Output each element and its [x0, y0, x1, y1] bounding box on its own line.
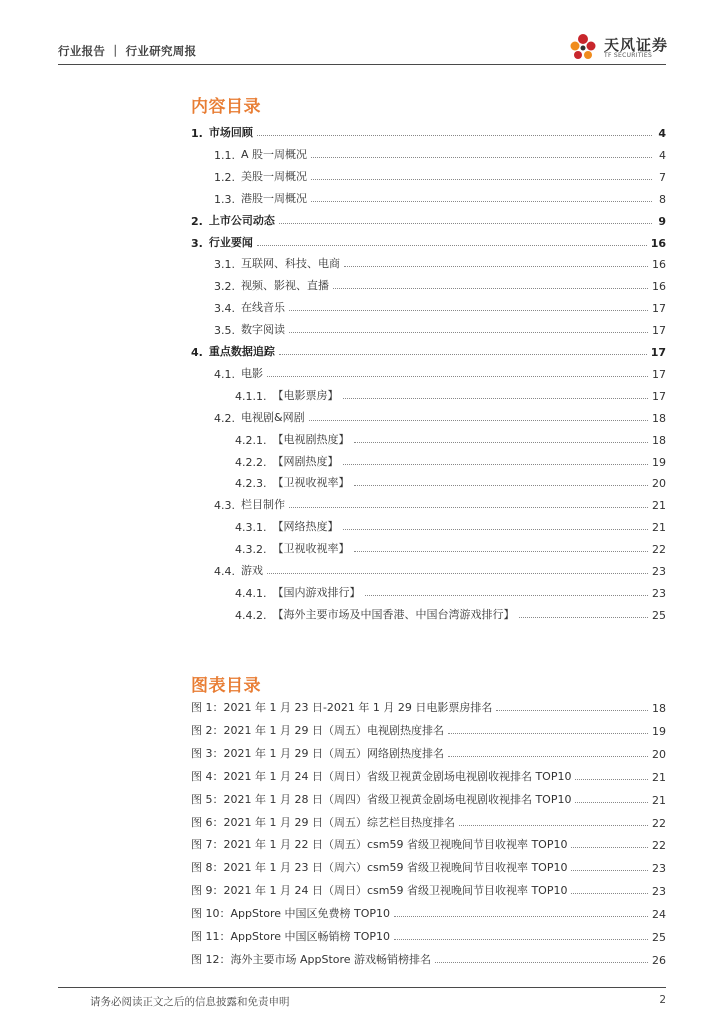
toc-leader-dots — [289, 507, 648, 508]
toc-entry-page: 17 — [652, 389, 666, 403]
figure-entry-page: 26 — [652, 953, 666, 967]
toc-entry-page: 20 — [652, 477, 666, 491]
figure-leader-dots — [571, 870, 648, 871]
toc-entry-number: 2. — [191, 214, 203, 228]
figure-entry-page: 24 — [652, 908, 666, 922]
figure-entry[interactable] — [191, 720, 666, 738]
footer-divider — [58, 987, 666, 988]
toc-entry-label: 【网络热度】 — [272, 520, 339, 534]
logo-english-name: TF SECURITIES — [604, 52, 653, 59]
toc-entry-number: 1.2. — [214, 170, 235, 184]
toc-title: 内容目录 — [191, 97, 261, 117]
toc-leader-dots — [289, 310, 648, 311]
toc-entry-page: 17 — [652, 302, 666, 316]
figure-entry-page: 21 — [652, 793, 666, 807]
figure-entry[interactable] — [191, 857, 666, 875]
figure-leader-dots — [575, 779, 648, 780]
figure-entry-page: 22 — [652, 839, 666, 853]
figure-leader-dots — [435, 962, 648, 963]
figure-leader-dots — [394, 916, 648, 917]
figure-entry[interactable] — [191, 812, 666, 830]
toc-entry-number: 4.4.1. — [235, 586, 267, 600]
toc-entry[interactable] — [235, 429, 666, 447]
toc-entry-page: 17 — [652, 367, 666, 381]
toc-entry[interactable] — [235, 472, 666, 490]
toc-entry-label: 在线音乐 — [241, 301, 285, 315]
figure-entry[interactable] — [191, 834, 666, 852]
figure-entry-page: 23 — [652, 862, 666, 876]
figure-entry-label: 图 5：2021 年 1 月 28 日（周四）省级卫视黄金剧场电视剧收视排名 TOP10 — [191, 792, 572, 806]
toc-entry-label: 重点数据追踪 — [208, 345, 275, 358]
toc-leader-dots — [311, 157, 652, 158]
toc-entry-label: 【电影票房】 — [272, 388, 339, 402]
toc-entry-label: 【海外主要市场及中国香港、中国台湾游戏排行】 — [272, 607, 515, 621]
toc-entry-label: 【卫视收视率】 — [272, 542, 350, 556]
toc-entry-number: 4.3.1. — [235, 521, 267, 535]
toc-entry-page: 7 — [659, 170, 666, 184]
toc-leader-dots — [519, 617, 649, 618]
figure-entry[interactable] — [191, 743, 666, 761]
toc-entry-number: 4.3. — [214, 499, 235, 513]
toc-entry[interactable] — [235, 385, 666, 403]
figure-entry-page: 22 — [652, 816, 666, 830]
logo-flower-icon — [566, 30, 600, 64]
toc-entry-page: 22 — [652, 543, 666, 557]
toc-entry-number: 4.2.3. — [235, 477, 267, 491]
toc-leader-dots — [344, 266, 648, 267]
toc-entry[interactable] — [214, 363, 666, 381]
toc-entry-number: 4.1. — [214, 367, 235, 381]
figure-entry-label: 图 9：2021 年 1 月 24 日（周日）csm59 省级卫视晚间节目收视率 TOP10 — [191, 884, 568, 898]
toc-entry-number: 4. — [191, 346, 203, 359]
toc-entry-number: 3.4. — [214, 302, 235, 316]
figure-entry[interactable] — [191, 926, 666, 944]
toc-entry-page: 21 — [652, 499, 666, 513]
figure-entry[interactable] — [191, 766, 666, 784]
toc-entry[interactable] — [191, 122, 666, 140]
figure-entry[interactable] — [191, 697, 666, 715]
toc-leader-dots — [257, 135, 652, 136]
toc-entry-number: 3.2. — [214, 280, 235, 294]
toc-entry[interactable] — [214, 253, 666, 271]
toc-entry-page: 25 — [652, 608, 666, 622]
toc-entry-number: 4.2.1. — [235, 433, 267, 447]
toc-entry-number: 4.4.2. — [235, 608, 267, 622]
toc-entry[interactable] — [214, 407, 666, 425]
figure-entry-label: 图 10：AppStore 中国区免费榜 TOP10 — [191, 907, 391, 921]
toc-entry-page: 17 — [652, 324, 666, 338]
toc-entry-page: 8 — [659, 192, 666, 206]
figure-entry[interactable] — [191, 880, 666, 898]
toc-entry-page: 19 — [652, 455, 666, 469]
figure-entry[interactable] — [191, 903, 666, 921]
figure-leader-dots — [448, 733, 648, 734]
figure-entry-label: 图 1：2021 年 1 月 23 日-2021 年 1 月 29 日电影票房排名 — [191, 701, 493, 714]
toc-entry-label: 游戏 — [241, 564, 263, 577]
figure-entry-label: 图 8：2021 年 1 月 23 日（周六）csm59 省级卫视晚间节目收视率 TOP10 — [191, 861, 568, 875]
toc-entry[interactable] — [235, 604, 666, 622]
toc-entry-label: 电视剧&网剧 — [241, 410, 305, 424]
toc-entry-page: 16 — [652, 280, 666, 294]
toc-entry-label: 美股一周概况 — [241, 169, 307, 183]
toc-entry-page: 23 — [652, 565, 666, 578]
figure-leader-dots — [459, 825, 648, 826]
toc-entry[interactable] — [235, 516, 666, 534]
figure-leader-dots — [575, 802, 648, 803]
toc-entry[interactable] — [214, 560, 666, 578]
figure-entry-label: 图 12：海外主要市场 AppStore 游戏畅销榜排名 — [191, 952, 432, 966]
toc-entry-number: 4.4. — [214, 565, 235, 578]
report-breadcrumb: 行业报告 ｜ 行业研究周报 — [58, 44, 197, 58]
figure-leader-dots — [571, 893, 648, 894]
toc-leader-dots — [311, 201, 652, 202]
figure-entry-page: 19 — [652, 724, 666, 738]
toc-entry-label: 数字阅读 — [241, 323, 285, 337]
toc-entry-label: 视频、影视、直播 — [241, 279, 329, 293]
toc-entry-number: 4.1.1. — [235, 389, 267, 403]
toc-entry-number: 4.2.2. — [235, 455, 267, 469]
toc-entry-label: 市场回顾 — [208, 126, 253, 139]
footer-page-number: 2 — [659, 994, 666, 1006]
toc-entry-label: 栏目制作 — [241, 498, 285, 512]
toc-leader-dots — [311, 179, 652, 180]
toc-entry-label: 【卫视收视率】 — [272, 476, 350, 490]
toc-leader-dots — [309, 420, 648, 421]
header-divider — [58, 64, 666, 65]
figure-entry-page: 20 — [652, 747, 666, 761]
toc-entry[interactable] — [191, 232, 666, 250]
toc-entry-page: 4 — [658, 127, 666, 140]
toc-entry[interactable] — [235, 538, 666, 556]
toc-entry[interactable] — [235, 451, 666, 469]
toc-entry-number: 3.5. — [214, 324, 235, 338]
toc-entry[interactable] — [214, 494, 666, 512]
logo-chinese-name: 天风证券 — [604, 36, 669, 54]
toc-leader-dots — [354, 442, 649, 443]
toc-leader-dots — [333, 288, 648, 289]
toc-entry-label: 港股一周概况 — [241, 191, 307, 205]
figure-entry-label: 图 11：AppStore 中国区畅销榜 TOP10 — [191, 930, 391, 943]
figure-entry-page: 23 — [652, 885, 666, 899]
toc-leader-dots — [267, 376, 648, 377]
figure-leader-dots — [394, 939, 648, 940]
toc-leader-dots — [279, 223, 652, 224]
toc-leader-dots — [289, 332, 648, 333]
toc-entry-page: 23 — [652, 586, 666, 600]
figure-entry-page: 18 — [652, 702, 666, 715]
figure-leader-dots — [571, 847, 648, 848]
toc-entry-number: 3. — [191, 236, 203, 250]
toc-entry-page: 18 — [652, 433, 666, 447]
toc-entry[interactable] — [191, 210, 666, 228]
toc-entry-page: 17 — [650, 346, 666, 359]
figure-entry-label: 图 7：2021 年 1 月 22 日（周五）csm59 省级卫视晚间节目收视率 TOP10 — [191, 838, 568, 852]
figures-title: 图表目录 — [191, 676, 261, 696]
toc-entry-label: 互联网、科技、电商 — [241, 257, 340, 271]
toc-leader-dots — [354, 551, 649, 552]
figure-entry-label: 图 4：2021 年 1 月 24 日（周日）省级卫视黄金剧场电视剧收视排名 TOP10 — [191, 769, 572, 783]
toc-entry-label: 电影 — [241, 366, 263, 380]
figure-entry-page: 25 — [652, 931, 666, 944]
toc-entry-number: 4.3.2. — [235, 543, 267, 557]
toc-leader-dots — [343, 398, 649, 399]
toc-entry-label: 【国内游戏排行】 — [272, 585, 361, 599]
toc-entry-number: 1. — [191, 127, 203, 140]
toc-entry-page: 4 — [659, 148, 666, 162]
toc-entry[interactable] — [214, 166, 666, 184]
company-logo — [566, 30, 676, 64]
toc-entry-number: 1.3. — [214, 192, 235, 206]
toc-leader-dots — [365, 595, 649, 596]
toc-entry-page: 9 — [658, 214, 666, 228]
figure-entry-label: 图 2：2021 年 1 月 29 日（周五）电视剧热度排名 — [191, 723, 444, 737]
toc-leader-dots — [267, 573, 648, 574]
toc-entry-page: 16 — [652, 258, 666, 272]
toc-entry[interactable] — [191, 341, 666, 359]
figure-entry-page: 21 — [652, 770, 666, 784]
toc-entry-page: 16 — [650, 236, 666, 250]
figure-entry-label: 图 6：2021 年 1 月 29 日（周五）综艺栏目热度排名 — [191, 815, 455, 829]
footer-disclaimer: 请务必阅读正文之后的信息披露和免责申明 — [90, 996, 290, 1008]
toc-entry-number: 3.1. — [214, 258, 235, 272]
toc-leader-dots — [354, 485, 649, 486]
figure-entry[interactable] — [191, 789, 666, 807]
toc-entry-number: 1.1. — [214, 148, 235, 162]
toc-entry[interactable] — [235, 582, 666, 600]
toc-entry[interactable] — [214, 188, 666, 206]
figure-leader-dots — [496, 710, 648, 711]
toc-entry-page: 21 — [652, 521, 666, 535]
toc-entry-label: 【电视剧热度】 — [272, 432, 350, 446]
toc-entry-page: 18 — [652, 411, 666, 425]
toc-entry-label: 行业要闻 — [208, 235, 253, 249]
toc-entry-number: 4.2. — [214, 411, 235, 425]
toc-entry-label: A 股一周概况 — [241, 147, 308, 161]
toc-leader-dots — [343, 464, 649, 465]
toc-entry[interactable] — [214, 297, 666, 315]
toc-entry-label: 【网剧热度】 — [272, 454, 339, 468]
toc-leader-dots — [257, 245, 647, 246]
toc-entry[interactable] — [214, 319, 666, 337]
toc-entry-label: 上市公司动态 — [208, 213, 275, 227]
toc-entry[interactable] — [214, 144, 666, 162]
toc-leader-dots — [279, 354, 647, 355]
figure-entry-label: 图 3：2021 年 1 月 29 日（周五）网络剧热度排名 — [191, 746, 444, 760]
figure-entry[interactable] — [191, 949, 666, 967]
toc-entry[interactable] — [214, 275, 666, 293]
figure-leader-dots — [448, 756, 648, 757]
toc-leader-dots — [343, 529, 649, 530]
